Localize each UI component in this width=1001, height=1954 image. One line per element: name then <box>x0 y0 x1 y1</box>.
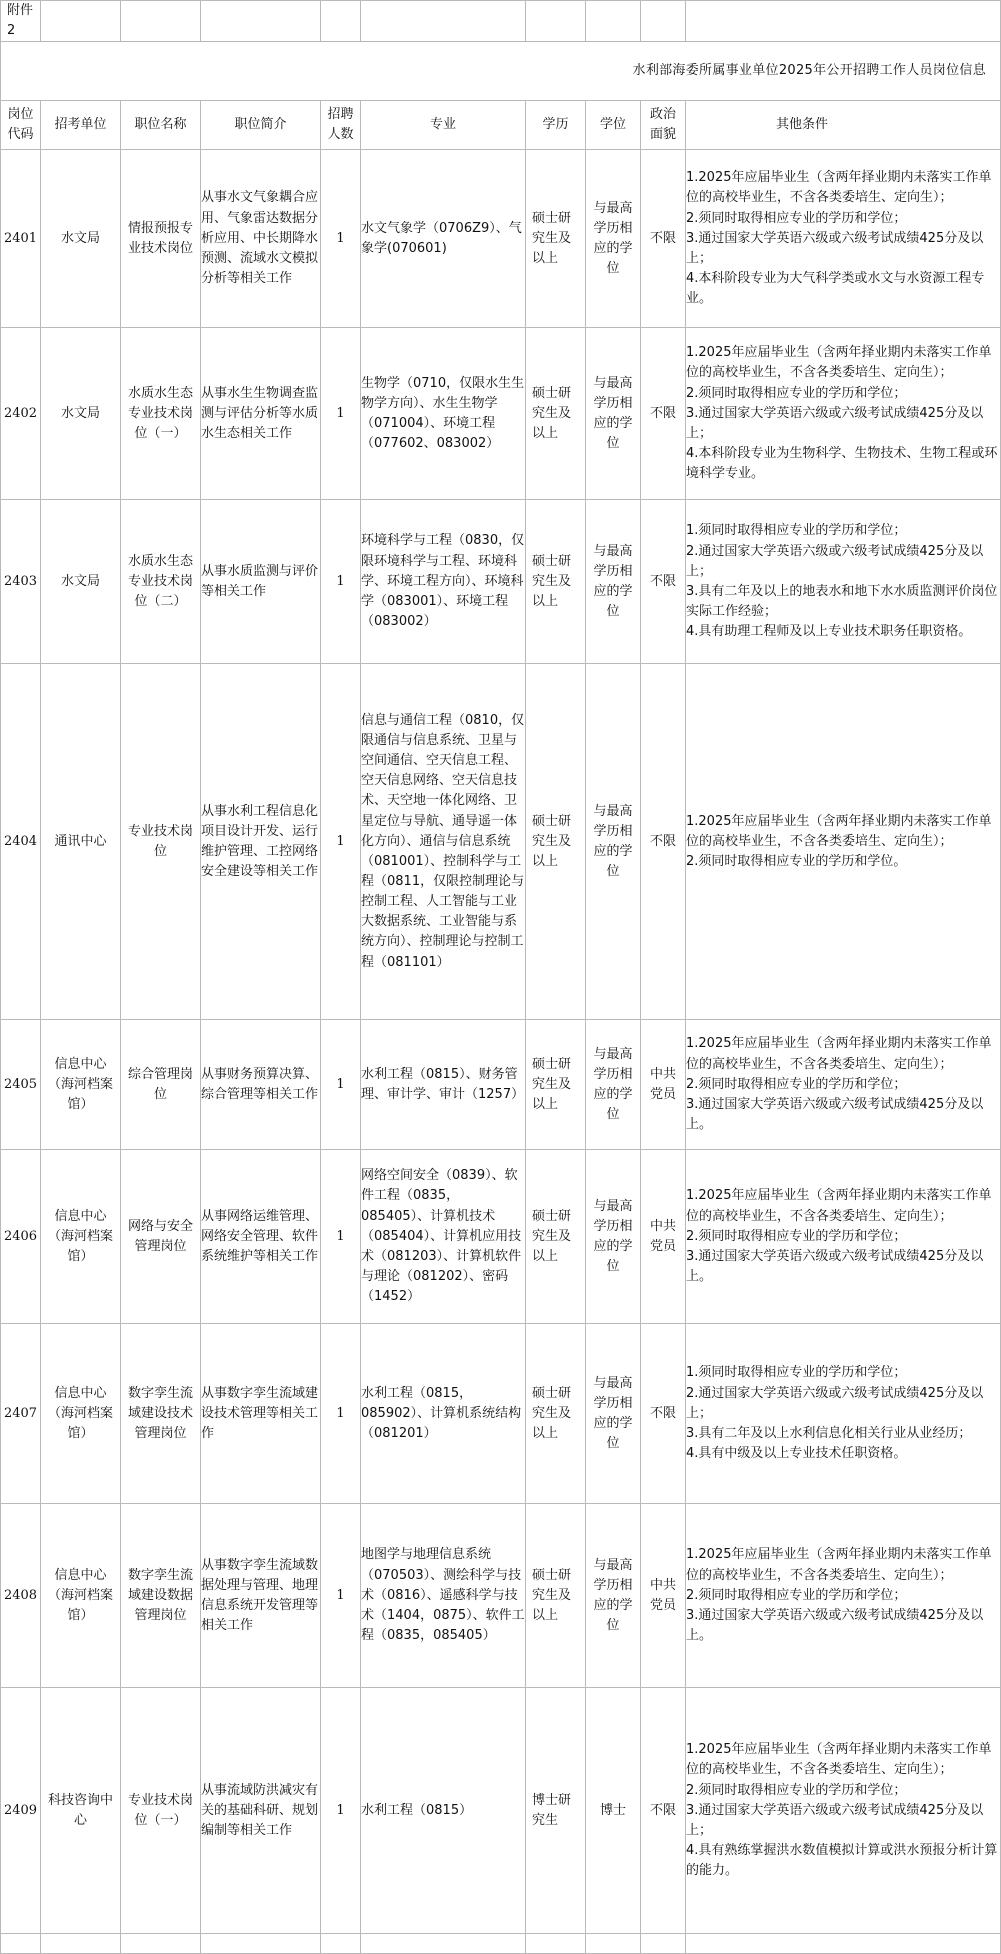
position-name: 网络与安全管理岗位 <box>121 1150 201 1324</box>
degree-requirement: 与最高学历相应的学位 <box>586 328 641 500</box>
education-requirement: 硕士研究生及以上 <box>526 1020 586 1150</box>
condition-line: 4.本科阶段专业为大气科学类或水文与水资源工程专业。 <box>686 270 985 307</box>
header-count: 招聘人数 <box>321 101 361 150</box>
degree-requirement: 与最高学历相应的学位 <box>586 664 641 1020</box>
major-requirement: 水利工程（0815） <box>361 1688 526 1934</box>
condition-line: 4.具有助理工程师及以上专业技术职务任职资格。 <box>686 624 972 640</box>
job-code: 2403 <box>1 500 41 664</box>
education-requirement: 博士研究生 <box>526 1688 586 1934</box>
condition-line: 2.须同时取得相应专业的学历和学位； <box>686 1587 907 1603</box>
degree-requirement: 博士 <box>586 1688 641 1934</box>
political-status: 中共党员 <box>641 1504 686 1688</box>
condition-line: 3.通过国家大学英语六级或六级考试成绩425分及以上。 <box>686 1096 984 1132</box>
position-intro: 从事水质监测与评价等相关工作 <box>201 500 321 664</box>
degree-requirement: 与最高学历相应的学位 <box>586 1150 641 1324</box>
condition-line: 4.具有中级及以上专业技术任职资格。 <box>686 1445 907 1461</box>
political-status: 中共党员 <box>641 1150 686 1324</box>
table-row <box>1 1324 1001 1504</box>
condition-line: 3.具有二年及以上水利信息化相关行业从业经历； <box>686 1425 972 1441</box>
attachment-row <box>1 1 1001 42</box>
position-name: 数字孪生流域建设技术管理岗位 <box>121 1324 201 1504</box>
other-conditions <box>686 500 1001 664</box>
other-conditions <box>686 328 1001 500</box>
job-code: 2405 <box>1 1020 41 1150</box>
other-conditions <box>686 1020 1001 1150</box>
header-political: 政治面貌 <box>641 101 686 150</box>
education-requirement: 硕士研究生及以上 <box>526 150 586 328</box>
political-status: 不限 <box>641 664 686 1020</box>
hiring-count: 1 <box>321 1324 361 1504</box>
hiring-count: 1 <box>321 664 361 1020</box>
condition-line: 1.须同时取得相应专业的学历和学位； <box>686 523 907 539</box>
hiring-count: 1 <box>321 328 361 500</box>
other-conditions <box>686 664 1001 1020</box>
position-name: 专业技术岗位（一） <box>121 1688 201 1934</box>
political-status: 中共党员 <box>641 1020 686 1150</box>
header-code: 岗位代码 <box>1 101 41 150</box>
position-name: 专业技术岗位 <box>121 664 201 1020</box>
condition-line: 3.通过国家大学英语六级或六级考试成绩425分及以上。 <box>686 1607 984 1643</box>
condition-line: 1.2025年应届毕业生（含两年择业期内未落实工作单位的高校毕业生，不含各类委培生、定向生）； <box>686 1742 992 1778</box>
political-status: 不限 <box>641 328 686 500</box>
condition-line: 3.通过国家大学英语六级或六级考试成绩425分及以上； <box>686 405 984 441</box>
table-row <box>1 1150 1001 1324</box>
hiring-unit: 信息中心（海河档案馆） <box>41 1020 121 1150</box>
other-conditions <box>686 150 1001 328</box>
position-name: 水质水生态专业技术岗位（一） <box>121 328 201 500</box>
condition-line: 2.须同时取得相应专业的学历和学位； <box>686 1228 907 1244</box>
header-unit: 招考单位 <box>41 101 121 150</box>
header-other: 其他条件 <box>686 101 1001 150</box>
position-intro: 从事数字孪生流域建设技术管理等相关工作 <box>201 1324 321 1504</box>
job-code: 2406 <box>1 1150 41 1324</box>
condition-line: 1.2025年应届毕业生（含两年择业期内未落实工作单位的高校毕业生，不含各类委培生、定向生）； <box>686 170 992 206</box>
condition-line: 2.须同时取得相应专业的学历和学位； <box>686 1782 907 1798</box>
hiring-unit: 水文局 <box>41 150 121 328</box>
table-row <box>1 1504 1001 1688</box>
hiring-count: 1 <box>321 1688 361 1934</box>
hiring-unit: 信息中心（海河档案馆） <box>41 1150 121 1324</box>
education-requirement: 硕士研究生及以上 <box>526 1504 586 1688</box>
other-conditions <box>686 1504 1001 1688</box>
major-requirement: 环境科学与工程（0830，仅限环境科学与工程、环境科学、环境工程方向）、环境科学（083001）、环境工程（083002） <box>361 500 526 664</box>
degree-requirement: 与最高学历相应的学位 <box>586 150 641 328</box>
job-code: 2408 <box>1 1504 41 1688</box>
major-requirement: 生物学（0710，仅限水生生物学方向）、水生生物学（071004）、环境工程（077602、083002） <box>361 328 526 500</box>
page-title: 水利部海委所属事业单位2025年公开招聘工作人员岗位信息 <box>1 42 1001 101</box>
position-name: 数字孪生流域建设数据管理岗位 <box>121 1504 201 1688</box>
hiring-count: 1 <box>321 1504 361 1688</box>
position-intro: 从事流域防洪减灾有关的基础科研、规划编制等相关工作 <box>201 1688 321 1934</box>
table-row <box>1 1020 1001 1150</box>
education-requirement: 硕士研究生及以上 <box>526 500 586 664</box>
header-position: 职位名称 <box>121 101 201 150</box>
header-education: 学历 <box>526 101 586 150</box>
education-requirement: 硕士研究生及以上 <box>526 328 586 500</box>
hiring-unit: 科技咨询中心 <box>41 1688 121 1934</box>
position-name: 综合管理岗位 <box>121 1020 201 1150</box>
other-conditions <box>686 1688 1001 1934</box>
education-requirement: 硕士研究生及以上 <box>526 664 586 1020</box>
condition-line: 3.通过国家大学英语六级或六级考试成绩425分及以上； <box>686 230 984 266</box>
position-intro: 从事水生生物调查监测与评估分析等水质水生态相关工作 <box>201 328 321 500</box>
position-intro: 从事水文气象耦合应用、气象雷达数据分析应用、中长期降水预测、流域水文模拟分析等相关工作 <box>201 150 321 328</box>
hiring-count: 1 <box>321 150 361 328</box>
major-requirement: 水文气象学（0706Z9）、气象学(070601) <box>361 150 526 328</box>
title-row <box>1 42 1001 101</box>
condition-line: 2.须同时取得相应专业的学历和学位； <box>686 210 907 226</box>
hiring-count: 1 <box>321 1150 361 1324</box>
job-code: 2409 <box>1 1688 41 1934</box>
major-requirement: 水利工程（0815）、财务管理、审计学、审计（1257） <box>361 1020 526 1150</box>
table-row <box>1 500 1001 664</box>
table-row <box>1 150 1001 328</box>
hiring-unit: 信息中心（海河档案馆） <box>41 1504 121 1688</box>
table-row-empty <box>1 1934 1001 1954</box>
header-degree: 学位 <box>586 101 641 150</box>
header-major: 专业 <box>361 101 526 150</box>
hiring-unit: 水文局 <box>41 328 121 500</box>
other-conditions <box>686 1324 1001 1504</box>
header-row <box>1 101 1001 150</box>
job-code: 2404 <box>1 664 41 1020</box>
condition-line: 1.须同时取得相应专业的学历和学位； <box>686 1365 907 1381</box>
condition-line: 1.2025年应届毕业生（含两年择业期内未落实工作单位的高校毕业生，不含各类委培生、定向生）； <box>686 345 992 381</box>
political-status: 不限 <box>641 1324 686 1504</box>
position-name: 情报预报专业技术岗位 <box>121 150 201 328</box>
position-intro: 从事水利工程信息化项目设计开发、运行维护管理、工控网络安全建设等相关工作 <box>201 664 321 1020</box>
condition-line: 1.2025年应届毕业生（含两年择业期内未落实工作单位的高校毕业生，不含各类委培生、定向生）； <box>686 1547 992 1583</box>
degree-requirement: 与最高学历相应的学位 <box>586 1504 641 1688</box>
table-row <box>1 328 1001 500</box>
major-requirement: 地图学与地理信息系统（070503）、测绘科学与技术（0816）、遥感科学与技术（1404，0875）、软件工程（0835，085405） <box>361 1504 526 1688</box>
political-status: 不限 <box>641 1688 686 1934</box>
position-intro: 从事财务预算决算、综合管理等相关工作 <box>201 1020 321 1150</box>
condition-line: 2.通过国家大学英语六级或六级考试成绩425分及以上； <box>686 1385 984 1421</box>
education-requirement: 硕士研究生及以上 <box>526 1324 586 1504</box>
position-name: 水质水生态专业技术岗位（二） <box>121 500 201 664</box>
hiring-count: 1 <box>321 1020 361 1150</box>
major-requirement: 水利工程（0815，085902）、计算机系统结构（081201） <box>361 1324 526 1504</box>
table-row <box>1 1688 1001 1934</box>
hiring-unit: 信息中心（海河档案馆） <box>41 1324 121 1504</box>
degree-requirement: 与最高学历相应的学位 <box>586 500 641 664</box>
major-requirement: 信息与通信工程（0810，仅限通信与信息系统、卫星与空间通信、空天信息工程、空天信息网络、空天信息技术、天空地一体化网络、卫星定位与导航、通导遥一体化方向）、通信与信息系统（081001）、控制科学与工程（0811，仅限控制理论与控制工程、人工智能与工业大数据系统、工业智能与系统方向）、控制理论与控制工程（081101） <box>361 664 526 1020</box>
job-code: 2402 <box>1 328 41 500</box>
condition-line: 4.具有熟练掌握洪水数值模拟计算或洪水预报分析计算的能力。 <box>686 1842 998 1879</box>
hiring-count: 1 <box>321 500 361 664</box>
condition-line: 2.须同时取得相应专业的学历和学位； <box>686 385 907 401</box>
other-conditions <box>686 1150 1001 1324</box>
position-intro: 从事网络运维管理、网络安全管理、软件系统维护等相关工作 <box>201 1150 321 1324</box>
job-code: 2401 <box>1 150 41 328</box>
header-intro: 职位简介 <box>201 101 321 150</box>
condition-line: 2.通过国家大学英语六级或六级考试成绩425分及以上； <box>686 543 984 579</box>
table-row <box>1 664 1001 1020</box>
condition-line: 1.2025年应届毕业生（含两年择业期内未落实工作单位的高校毕业生，不含各类委培生、定向生）； <box>686 1188 992 1224</box>
political-status: 不限 <box>641 150 686 328</box>
degree-requirement: 与最高学历相应的学位 <box>586 1020 641 1150</box>
condition-line: 3.通过国家大学英语六级或六级考试成绩425分及以上。 <box>686 1248 984 1284</box>
major-requirement: 网络空间安全（0839）、软件工程（0835，085405）、计算机技术（085404）、计算机应用技术（081203）、计算机软件与理论（081202）、密码（1452） <box>361 1150 526 1324</box>
condition-line: 4.本科阶段专业为生物科学、生物技术、生物工程或环境科学专业。 <box>686 445 998 482</box>
condition-line: 2.须同时取得相应专业的学历和学位。 <box>686 853 907 869</box>
position-intro: 从事数字孪生流域数据处理与管理、地理信息系统开发管理等相关工作 <box>201 1504 321 1688</box>
attachment-label: 附件2 <box>1 1 41 42</box>
hiring-unit: 水文局 <box>41 500 121 664</box>
condition-line: 2.须同时取得相应专业的学历和学位； <box>686 1076 907 1092</box>
education-requirement: 硕士研究生及以上 <box>526 1150 586 1324</box>
condition-line: 3.具有二年及以上的地表水和地下水水质监测评价岗位实际工作经验； <box>686 583 998 619</box>
job-code: 2407 <box>1 1324 41 1504</box>
condition-line: 1.2025年应届毕业生（含两年择业期内未落实工作单位的高校毕业生，不含各类委培生、定向生）； <box>686 1036 992 1072</box>
hiring-unit: 通讯中心 <box>41 664 121 1020</box>
political-status: 不限 <box>641 500 686 664</box>
condition-line: 3.通过国家大学英语六级或六级考试成绩425分及以上； <box>686 1802 984 1838</box>
condition-line: 1.2025年应届毕业生（含两年择业期内未落实工作单位的高校毕业生，不含各类委培生、定向生）； <box>686 813 992 849</box>
degree-requirement: 与最高学历相应的学位 <box>586 1324 641 1504</box>
